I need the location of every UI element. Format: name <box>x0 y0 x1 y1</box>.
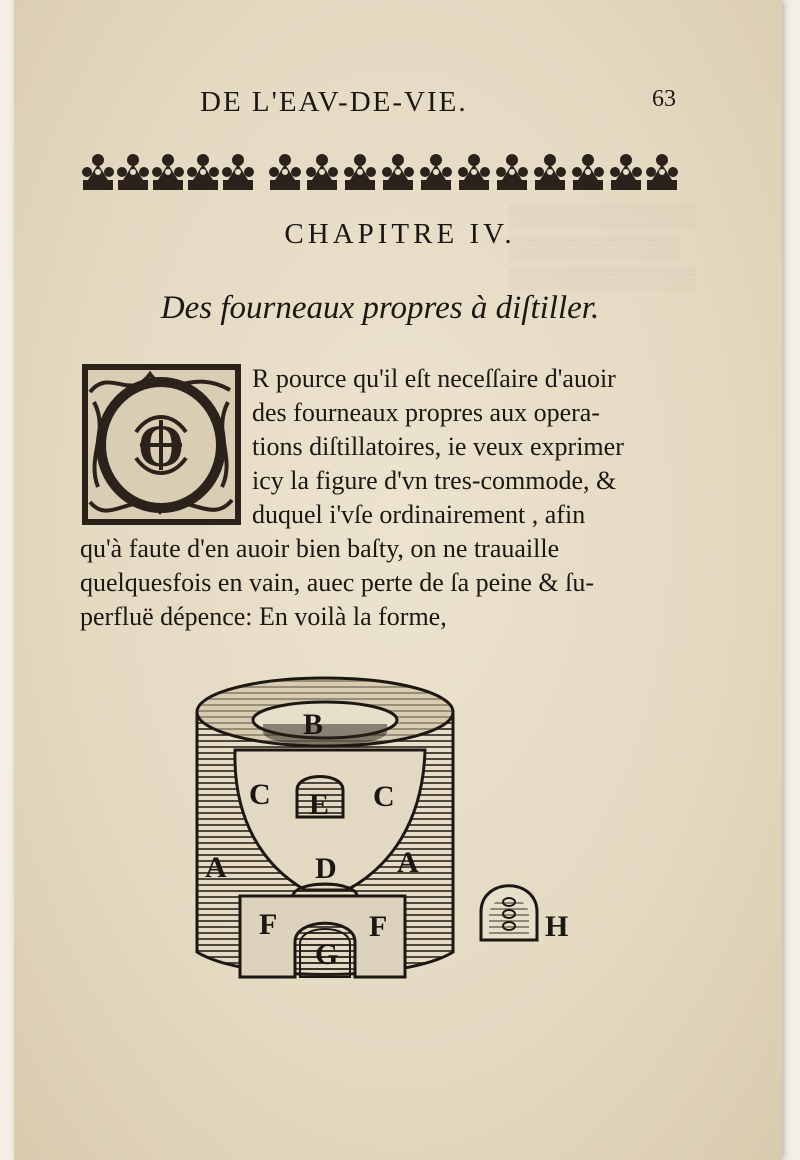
figure-label-f-right: F <box>369 910 388 943</box>
figure-label-g: G <box>315 938 339 971</box>
furnace-woodcut <box>185 672 585 992</box>
running-title: DE L'EAV-DE-VIE. <box>200 86 468 118</box>
body-line: quelquesfois en vain, auec perte de ſa peine & ſu- <box>80 568 595 597</box>
bleed-through-text: ▒▒▒▒▒▒▒▒▒▒▒▒ ▒▒▒▒▒▒▒▒▒▒▒ ▒▒▒▒▒▒▒▒▒▒▒▒ <box>509 203 697 290</box>
page-number: 63 <box>652 86 676 112</box>
figure-label-d: D <box>315 852 337 885</box>
figure-label-b: B <box>303 708 324 741</box>
body-line: qu'à faute d'en auoir bien baſty, on ne trauaille <box>80 534 560 563</box>
figure-label-h: H <box>545 910 569 943</box>
figure-label-e: E <box>309 788 330 821</box>
body-line: icy la figure d'vn tres-commode, & <box>252 466 617 495</box>
body-line: R pource qu'il eſt neceſſaire d'auoir <box>252 364 616 393</box>
chapter-subtitle: Des fourneaux propres à diſtiller. <box>160 290 600 326</box>
figure-label-f-left: F <box>259 908 278 941</box>
body-line: tions diſtillatoires, ie veux exprimer <box>252 432 624 461</box>
body-line: duquel i'vſe ordinairement , afin <box>252 500 586 529</box>
fleuron-ornament-band <box>80 150 680 192</box>
page-header <box>0 86 800 126</box>
figure-label-a-right: A <box>397 846 419 879</box>
decorated-initial-o <box>80 362 243 527</box>
body-line: des fourneaux propres aux opera- <box>252 398 600 427</box>
chapter-title: CHAPITRE IV. <box>284 218 516 250</box>
body-line: perfluë dépence: En voilà la forme, <box>80 602 447 631</box>
figure-label-c-right: C <box>373 780 395 813</box>
figure-label-c-left: C <box>249 778 271 811</box>
figure-label-a-left: A <box>205 851 227 884</box>
drop-cap-letter: O <box>137 413 185 479</box>
